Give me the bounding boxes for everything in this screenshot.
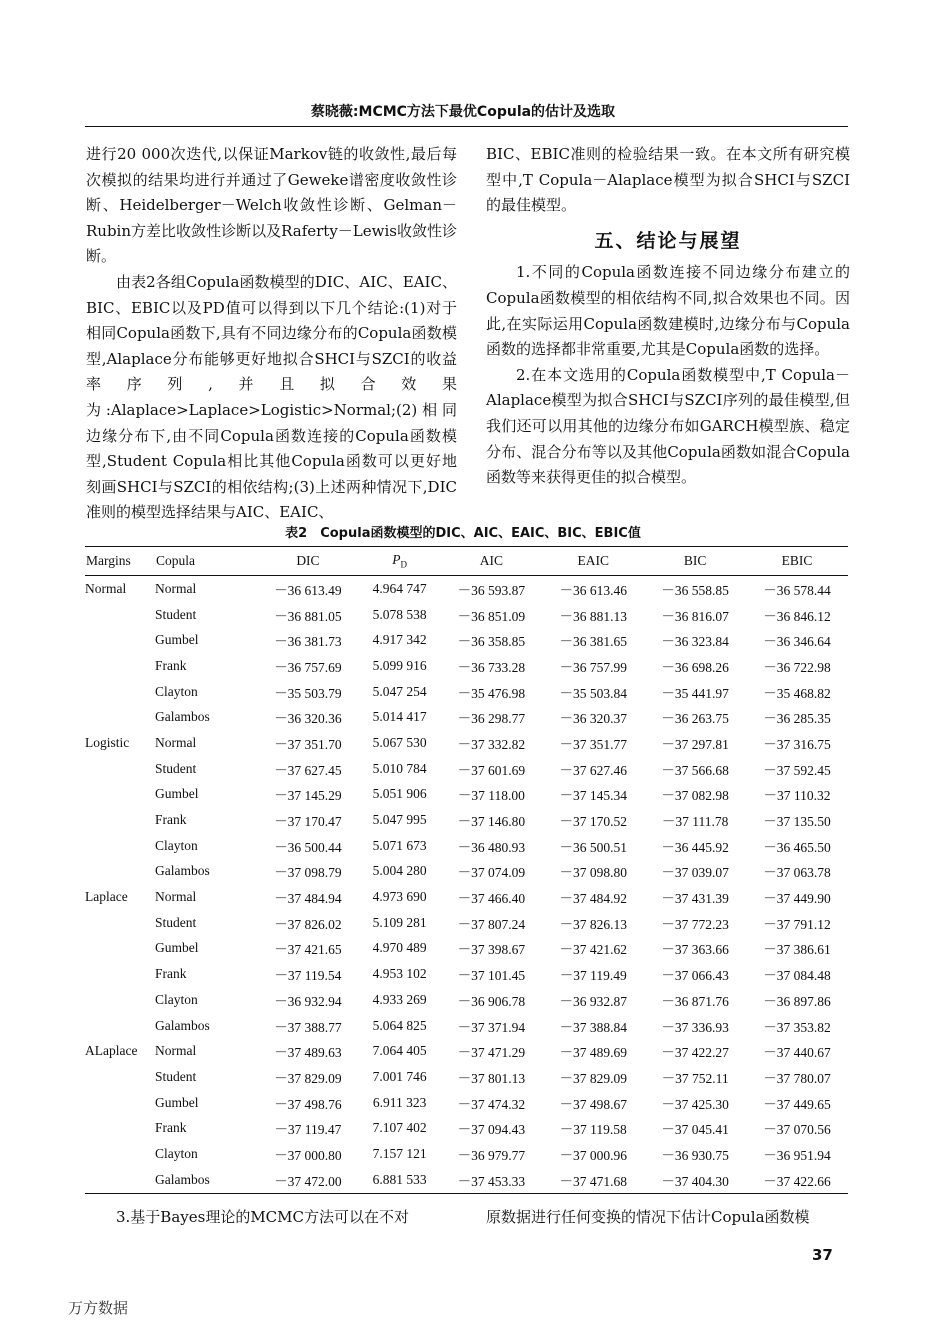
cell-aic: －36 358.85 <box>457 634 526 650</box>
table-row <box>85 1090 848 1116</box>
table-row <box>85 936 848 962</box>
cell-pd: 4.917 342 <box>372 632 427 648</box>
cell-pd: 5.047 995 <box>372 812 427 828</box>
table-row <box>85 987 848 1013</box>
cell-margins <box>85 1141 155 1167</box>
cell-dic: －37 145.29 <box>274 788 342 804</box>
right-paragraph-2: 1.不同的Copula函数连接不同边缘分布建立的Copula函数模型的相依结构不同,拟合效果也不同。因此,在实际运用Copula函数建模时,边缘分布与Copula函数的选择都非常重要,尤其是Copula函数的选择。 <box>486 263 850 359</box>
table-row <box>85 782 848 808</box>
cell-aic: －36 480.93 <box>457 839 526 855</box>
table-row <box>85 910 848 936</box>
cell-dic: －37 826.02 <box>274 916 342 932</box>
cell-aic: －37 332.82 <box>457 736 526 752</box>
table-row <box>85 576 848 602</box>
cell-copula: Clayton <box>155 991 198 1007</box>
section-heading: 五、结论与展望 <box>594 229 742 252</box>
cell-eaic: －37 498.67 <box>559 1096 627 1112</box>
cell-ebic: －37 353.82 <box>763 1019 831 1035</box>
cell-dic: －37 472.00 <box>257 1167 359 1193</box>
cell-pd: 5.067 530 <box>372 734 427 750</box>
cell-eaic: －37 145.34 <box>559 788 627 804</box>
table-row <box>85 602 848 628</box>
cell-copula: Normal <box>155 580 197 596</box>
running-header: 蔡晓薇:MCMC方法下最优Copula的估计及选取 <box>310 104 616 120</box>
cell-copula: Frank <box>155 657 187 673</box>
cell-bic: －36 871.76 <box>661 993 729 1009</box>
cell-ebic: －37 780.07 <box>763 1070 831 1086</box>
cell-bic: －37 082.98 <box>661 788 729 804</box>
cell-margins <box>85 653 155 679</box>
table-row <box>85 884 848 910</box>
cell-pd: 5.064 825 <box>372 1017 427 1033</box>
cell-margins: ALaplace <box>85 1043 138 1059</box>
cell-pd: 5.010 784 <box>372 760 427 776</box>
cell-ebic: －37 449.65 <box>763 1096 831 1112</box>
cell-eaic: －37 627.46 <box>559 762 627 778</box>
cell-bic: －36 445.92 <box>661 839 729 855</box>
cell-ebic: －37 110.32 <box>763 788 831 804</box>
cell-dic: －37 388.77 <box>274 1019 342 1035</box>
cell-aic: －37 801.13 <box>457 1070 526 1086</box>
cell-bic: －36 816.07 <box>661 608 729 624</box>
cell-copula: Galambos <box>155 709 210 725</box>
cell-dic: －37 170.47 <box>274 814 342 830</box>
cell-margins <box>85 1064 155 1090</box>
cell-aic: －36 906.78 <box>457 993 526 1009</box>
right-paragraph-3: 2.在本文选用的Copula函数模型中,T Copula－Alaplace模型为拟合SHCI与SZCI序列的最佳模型,但我们还可以用其他的边缘分布如GARCH模型族、稳定分布、混合分布等以及其他Copula函数如混合Copula函数等来获得更佳的拟合模型。 <box>486 365 850 487</box>
cell-margins <box>85 833 155 859</box>
table-row <box>85 1141 848 1167</box>
header-copula: Copula <box>155 547 257 576</box>
right-paragraph-1: BIC、EBIC准则的检验结果一致。在本文所有研究模型中,T Copula－Alaplace模型为拟合SHCI与SZCI的最佳模型。 <box>486 145 850 215</box>
cell-eaic: －35 503.84 <box>559 685 627 701</box>
cell-pd: 4.953 102 <box>372 966 427 982</box>
cell-margins <box>85 756 155 782</box>
cell-bic: －37 404.30 <box>644 1167 746 1193</box>
cell-pd: 7.107 402 <box>372 1120 427 1136</box>
cell-eaic: －37 826.13 <box>559 916 627 932</box>
cell-ebic: －37 449.90 <box>763 891 831 907</box>
cell-bic: －37 111.78 <box>661 814 729 830</box>
cell-margins <box>85 1115 155 1141</box>
cell-eaic: －37 170.52 <box>559 814 627 830</box>
cell-dic: －37 829.09 <box>274 1070 342 1086</box>
cell-aic: －37 471.29 <box>457 1045 526 1061</box>
table-row <box>85 627 848 653</box>
header-pd: $P_D$ <box>359 547 441 576</box>
cell-pd: 5.078 538 <box>372 606 427 622</box>
cell-bic: －36 698.26 <box>661 659 729 675</box>
cell-aic: －36 733.28 <box>457 659 526 675</box>
cell-margins <box>85 782 155 808</box>
table-row <box>85 756 848 782</box>
cell-pd: 7.157 121 <box>372 1145 427 1161</box>
cell-margins: Logistic <box>85 734 130 750</box>
cell-copula: Galambos <box>155 1017 210 1033</box>
cell-dic: －37 627.45 <box>274 762 342 778</box>
cell-bic: －37 431.39 <box>661 891 729 907</box>
table-row <box>85 1038 848 1064</box>
header-bic: BIC <box>644 547 746 576</box>
cell-eaic: －37 489.69 <box>559 1045 627 1061</box>
cell-copula: Frank <box>155 812 187 828</box>
watermark: 万方数据 <box>68 1299 129 1317</box>
cell-copula: Student <box>155 606 197 622</box>
cell-margins <box>85 1090 155 1116</box>
header-ebic: EBIC <box>746 547 848 576</box>
cell-copula: Gumbel <box>155 632 199 648</box>
cell-eaic: －36 932.87 <box>559 993 627 1009</box>
cell-ebic: －36 465.50 <box>763 839 831 855</box>
cell-eaic: －36 500.51 <box>559 839 627 855</box>
cell-eaic: －36 757.99 <box>559 659 627 675</box>
cell-aic: －37 453.33 <box>440 1167 542 1193</box>
page-number: 37 <box>812 1246 833 1264</box>
cell-eaic: －37 119.58 <box>559 1122 627 1138</box>
cell-copula: Gumbel <box>155 940 199 956</box>
cell-ebic: －37 316.75 <box>763 736 831 752</box>
header-eaic: EAIC <box>542 547 644 576</box>
header-margins: Margins <box>85 547 155 576</box>
table-row <box>85 730 848 756</box>
cell-aic: －36 298.77 <box>457 711 526 727</box>
cell-margins <box>85 704 155 730</box>
cell-copula: Frank <box>155 966 187 982</box>
cell-dic: －36 381.73 <box>274 634 342 650</box>
cell-aic: －37 474.32 <box>457 1096 526 1112</box>
cell-margins <box>85 1013 155 1039</box>
cell-aic: －37 601.69 <box>457 762 526 778</box>
cell-dic: －37 000.80 <box>274 1147 342 1163</box>
cell-ebic: －36 951.94 <box>763 1147 831 1163</box>
cell-eaic: －36 320.37 <box>559 711 627 727</box>
cell-aic: －37 101.45 <box>457 968 526 984</box>
table-body <box>85 576 848 1194</box>
table-row <box>85 1167 848 1193</box>
cell-ebic: －36 897.86 <box>763 993 831 1009</box>
cell-eaic: －37 351.77 <box>559 736 627 752</box>
cell-margins <box>85 961 155 987</box>
cell-aic: －37 398.67 <box>457 942 526 958</box>
cell-eaic: －36 381.65 <box>559 634 627 650</box>
cell-pd: 6.911 323 <box>372 1094 427 1110</box>
table-row <box>85 961 848 987</box>
cell-eaic: －37 388.84 <box>559 1019 627 1035</box>
cell-ebic: －37 791.12 <box>763 916 831 932</box>
bottom-left-text: 3.基于Bayes理论的MCMC方法可以在不对 <box>116 1208 409 1226</box>
cell-dic: －35 503.79 <box>274 685 342 701</box>
cell-aic: －37 146.80 <box>457 814 526 830</box>
cell-pd: 5.014 417 <box>372 709 427 725</box>
cell-eaic: －37 098.80 <box>559 865 627 881</box>
cell-dic: －36 500.44 <box>274 839 342 855</box>
cell-ebic: －36 578.44 <box>763 582 831 598</box>
cell-bic: －36 263.75 <box>661 711 729 727</box>
cell-aic: －36 851.09 <box>457 608 526 624</box>
table-row <box>85 653 848 679</box>
header-dic: DIC <box>257 547 359 576</box>
cell-margins <box>85 1167 155 1193</box>
cell-aic: －37 118.00 <box>457 788 525 804</box>
cell-copula: Normal <box>155 889 197 905</box>
cell-pd: 5.071 673 <box>372 837 427 853</box>
header-rule <box>85 126 848 127</box>
cell-ebic: －36 285.35 <box>763 711 831 727</box>
bottom-right-text: 原数据进行任何变换的情况下估计Copula函数模 <box>486 1208 810 1226</box>
cell-pd: 7.001 746 <box>372 1068 427 1084</box>
cell-bic: －37 772.23 <box>661 916 729 932</box>
table-row <box>85 679 848 705</box>
cell-aic: －37 074.09 <box>457 865 526 881</box>
cell-bic: －35 441.97 <box>661 685 729 701</box>
cell-dic: －37 119.47 <box>274 1122 342 1138</box>
table-caption: 表2 Copula函数模型的DIC、AIC、EAIC、BIC、EBIC值 <box>285 526 641 541</box>
results-table <box>85 546 848 1194</box>
cell-dic: －37 351.70 <box>274 736 342 752</box>
cell-aic: －37 094.43 <box>457 1122 526 1138</box>
cell-bic: －37 336.93 <box>661 1019 729 1035</box>
table-row <box>85 1064 848 1090</box>
cell-bic: －37 297.81 <box>661 736 729 752</box>
cell-eaic: －37 000.96 <box>559 1147 627 1163</box>
table-row <box>85 833 848 859</box>
table-row <box>85 1013 848 1039</box>
cell-bic: －37 039.07 <box>661 865 729 881</box>
cell-aic: －37 466.40 <box>457 891 526 907</box>
cell-pd: 5.004 280 <box>372 863 427 879</box>
table-header-row <box>85 547 848 576</box>
cell-pd: 5.047 254 <box>372 683 427 699</box>
cell-eaic: －37 421.62 <box>559 942 627 958</box>
cell-margins <box>85 987 155 1013</box>
cell-bic: －37 566.68 <box>661 762 729 778</box>
header-aic: AIC <box>440 547 542 576</box>
cell-margins <box>85 936 155 962</box>
cell-eaic: －36 613.46 <box>559 582 627 598</box>
cell-margins <box>85 602 155 628</box>
cell-bic: －36 323.84 <box>661 634 729 650</box>
cell-copula: Normal <box>155 734 197 750</box>
cell-dic: －36 757.69 <box>274 659 342 675</box>
cell-ebic: －35 468.82 <box>763 685 831 701</box>
cell-margins <box>85 627 155 653</box>
cell-pd: 4.933 269 <box>372 991 427 1007</box>
cell-eaic: －37 119.49 <box>559 968 627 984</box>
cell-bic: －37 422.27 <box>661 1045 729 1061</box>
cell-copula: Student <box>155 1068 197 1084</box>
table-row <box>85 704 848 730</box>
cell-dic: －36 613.49 <box>274 582 342 598</box>
cell-pd: 6.881 533 <box>359 1167 441 1193</box>
cell-ebic: －37 592.45 <box>763 762 831 778</box>
cell-bic: －36 930.75 <box>661 1147 729 1163</box>
cell-pd: 5.099 916 <box>372 657 427 673</box>
cell-copula: Clayton <box>155 683 198 699</box>
cell-copula: Normal <box>155 1043 197 1059</box>
cell-copula: Gumbel <box>155 1094 199 1110</box>
cell-pd: 4.964 747 <box>372 580 427 596</box>
table-row <box>85 807 848 833</box>
cell-bic: －37 752.11 <box>661 1070 729 1086</box>
cell-ebic: －36 846.12 <box>763 608 831 624</box>
cell-aic: －35 476.98 <box>457 685 526 701</box>
cell-copula: Galambos <box>155 1167 257 1193</box>
cell-ebic: －37 135.50 <box>763 814 831 830</box>
cell-ebic: －37 440.67 <box>763 1045 831 1061</box>
cell-pd: 4.970 489 <box>372 940 427 956</box>
left-paragraph-1: 进行20 000次迭代,以保证Markov链的收敛性,最后每次模拟的结果均进行并通过了Geweke谱密度收敛性诊断、Heidelberger－Welch收敛性诊断、Gelman－Rubin方差比收敛性诊断以及Raferty－Lewis收敛性诊断。 <box>86 145 457 266</box>
left-column <box>86 142 457 526</box>
cell-eaic: －37 829.09 <box>559 1070 627 1086</box>
cell-ebic: －37 422.66 <box>746 1167 848 1193</box>
cell-eaic: －37 471.68 <box>542 1167 644 1193</box>
cell-pd: 5.051 906 <box>372 786 427 802</box>
cell-ebic: －36 346.64 <box>763 634 831 650</box>
cell-margins <box>85 679 155 705</box>
left-paragraph-2: 由表2各组Copula函数模型的DIC、AIC、EAIC、BIC、EBIC以及PD值可以得到以下几个结论:(1)对于相同Copula函数下,具有不同边缘分布的Copula函数模型,Alaplace分布能够更好地拟合SHCI与SZCI的收益率序列,并且拟合效果为:Alaplace>Laplace>Logistic>Normal;(2)相同边缘分布下,由不同Copula函数连接的Copula函数模型,Student Copula相比其他Copula函数可以更好地刻画SHCI与SZCI的相依结构;(3)上述两种情况下,DIC准则的模型选择结果与AIC、EAIC、 <box>86 272 457 522</box>
cell-ebic: －37 070.56 <box>763 1122 831 1138</box>
cell-copula: Clayton <box>155 837 198 853</box>
cell-margins <box>85 859 155 885</box>
cell-aic: －36 979.77 <box>457 1147 526 1163</box>
cell-dic: －37 498.76 <box>274 1096 342 1112</box>
cell-aic: －37 807.24 <box>457 916 526 932</box>
cell-copula: Student <box>155 914 197 930</box>
cell-copula: Student <box>155 760 197 776</box>
cell-copula: Gumbel <box>155 786 199 802</box>
cell-bic: －37 425.30 <box>661 1096 729 1112</box>
cell-bic: －37 045.41 <box>661 1122 729 1138</box>
cell-dic: －37 421.65 <box>274 942 342 958</box>
cell-dic: －36 932.94 <box>274 993 342 1009</box>
cell-ebic: －37 386.61 <box>763 942 831 958</box>
table-row <box>85 1115 848 1141</box>
cell-dic: －37 489.63 <box>274 1045 342 1061</box>
cell-pd: 7.064 405 <box>372 1043 427 1059</box>
cell-copula: Frank <box>155 1120 187 1136</box>
cell-bic: －37 363.66 <box>661 942 729 958</box>
cell-dic: －37 119.54 <box>274 968 342 984</box>
cell-pd: 4.973 690 <box>372 889 427 905</box>
cell-ebic: －37 063.78 <box>763 865 831 881</box>
right-column <box>486 142 850 491</box>
cell-eaic: －36 881.13 <box>559 608 627 624</box>
table-row <box>85 859 848 885</box>
cell-dic: －36 881.05 <box>274 608 342 624</box>
cell-margins: Normal <box>85 580 127 596</box>
cell-dic: －37 098.79 <box>274 865 342 881</box>
cell-copula: Galambos <box>155 863 210 879</box>
cell-eaic: －37 484.92 <box>559 891 627 907</box>
cell-dic: －36 320.36 <box>274 711 342 727</box>
cell-ebic: －36 722.98 <box>763 659 831 675</box>
cell-margins <box>85 807 155 833</box>
cell-ebic: －37 084.48 <box>763 968 831 984</box>
cell-margins: Laplace <box>85 889 128 905</box>
cell-dic: －37 484.94 <box>274 891 342 907</box>
cell-bic: －36 558.85 <box>661 582 729 598</box>
cell-aic: －36 593.87 <box>457 582 526 598</box>
cell-copula: Clayton <box>155 1145 198 1161</box>
cell-pd: 5.109 281 <box>372 914 427 930</box>
cell-bic: －37 066.43 <box>661 968 729 984</box>
cell-aic: －37 371.94 <box>457 1019 526 1035</box>
cell-margins <box>85 910 155 936</box>
